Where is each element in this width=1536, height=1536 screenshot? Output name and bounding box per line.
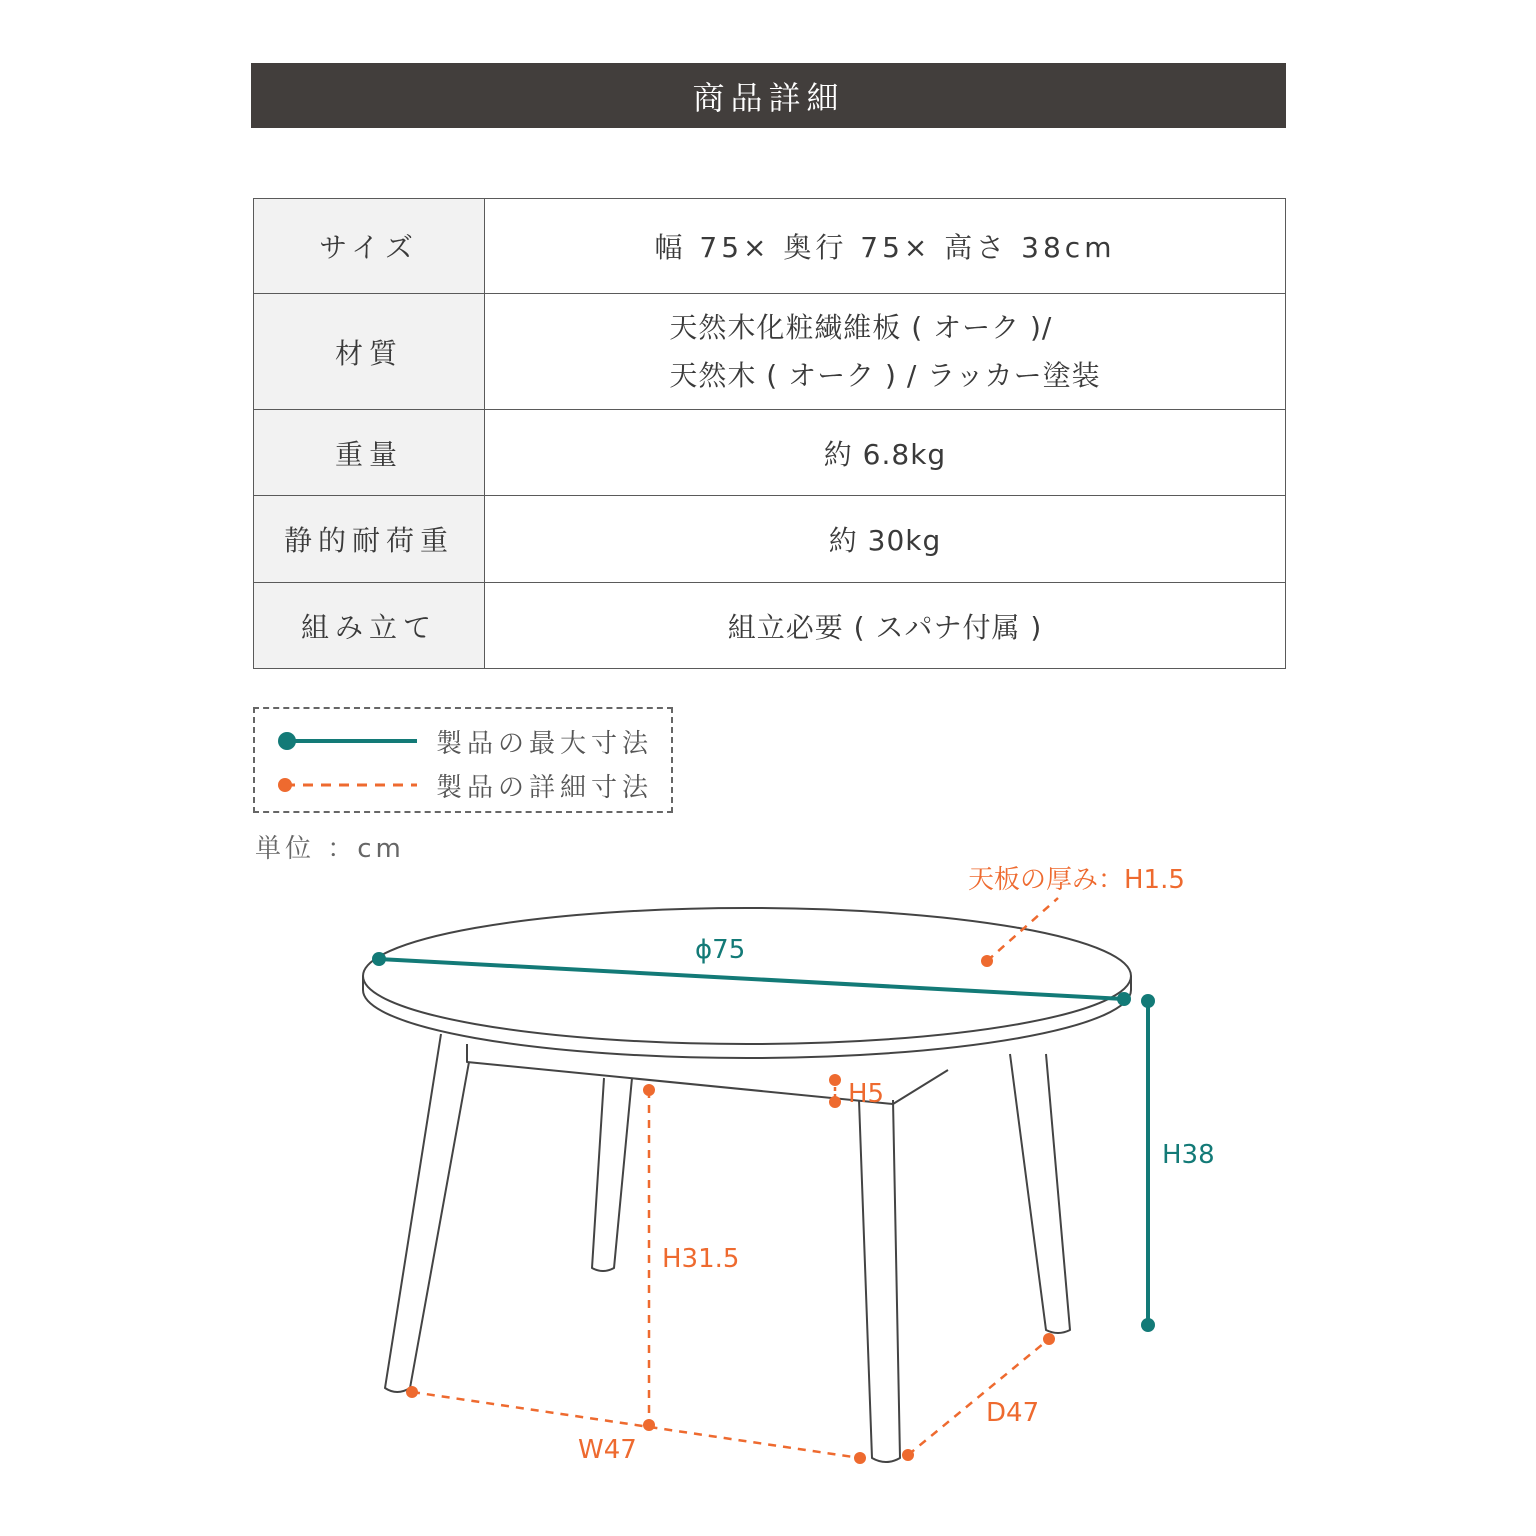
diameter-dot [1117,992,1131,1006]
legend-max-label: 製品の最大寸法 [436,729,654,759]
width-dot [406,1386,418,1398]
back-left-leg [592,1078,632,1271]
width-dot [854,1452,866,1464]
section-title: 商品詳細 [692,78,845,117]
material-line-2: 天然木 ( オーク ) / ラッカー塗装 [669,358,1101,392]
diameter-line [379,959,1124,999]
back-right-leg [1010,1054,1070,1333]
table-top [363,908,1131,1044]
front-left-leg [385,1034,469,1392]
height-dot [1141,1318,1155,1332]
spec-value-size: 幅 75× 奥行 75× 高さ 38cm [485,199,1286,294]
apron-dot [829,1074,841,1086]
unit-label: 単位 ：cm [255,834,405,864]
spec-label-size: サイズ [254,199,485,294]
spec-label-load: 静的耐荷重 [254,496,485,583]
under-height-dot [643,1419,655,1431]
thickness-dot [981,955,993,967]
depth-dot [1043,1333,1055,1345]
spec-value-weight: 約 6.8kg [485,410,1286,496]
thickness-leader [987,898,1058,961]
spec-label-assembly: 組み立て [254,583,485,669]
apron-dot [829,1096,841,1108]
depth-line [908,1339,1049,1455]
diameter-label: ϕ75 [695,935,746,965]
material-line-1: 天然木化粧繊維板 ( オーク )/ [669,310,1053,344]
width-label: W47 [578,1435,637,1465]
depth-dot [902,1449,914,1461]
front-right-leg [859,1100,900,1462]
diameter-dot [372,952,386,966]
thickness-label: 天板の厚み：H1.5 [968,865,1185,895]
legend-detail-label: 製品の詳細寸法 [436,773,654,803]
spec-value-load: 約 30kg [485,496,1286,583]
spec-label-material: 材質 [254,294,485,410]
height-dot [1141,994,1155,1008]
under-height-label: H31.5 [662,1244,740,1274]
height-label: H38 [1162,1140,1215,1170]
under-height-dot [643,1084,655,1096]
spec-value-assembly: 組立必要 ( スパナ付属 ) [485,583,1286,669]
depth-label: D47 [986,1398,1040,1428]
table-illustration [363,908,1131,1462]
table-top-edge [363,976,1131,1058]
spec-label-weight: 重量 [254,410,485,496]
apron-label: H5 [848,1079,885,1109]
